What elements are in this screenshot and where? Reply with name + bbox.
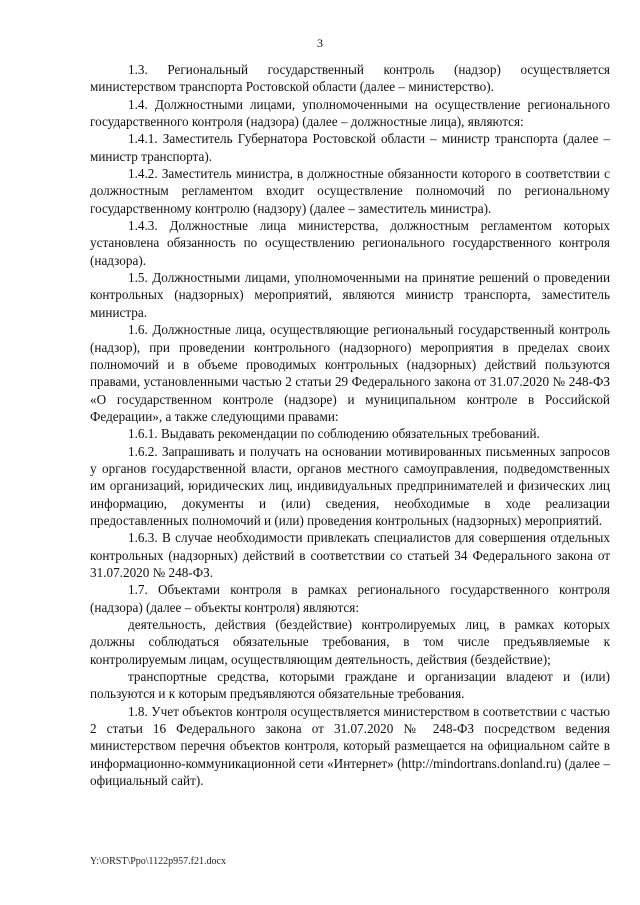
paragraph-1-4: 1.4. Должностными лицами, уполномоченными на осуществление регионального государственного контроля (надзора) (далее – должностные лица), являются:	[90, 96, 610, 130]
paragraph-1-3: 1.3. Региональный государственный контроль (надзор) осуществляется министерством транспорта Ростовской области (далее – министерство).	[90, 62, 610, 95]
paragraph-1-7: 1.7. Объектами контроля в рамках регионального государственного контроля (надзора) (далее – объекты контроля) являются:	[90, 582, 610, 615]
paragraph-1-7-activity: деятельность, действия (бездействие) контролируемых лиц, в рамках которых должны соблюдаться обязательные требования, в том числе предъявляемые к контролируемым лицам, осуществляющим деятельность, действия (бездействие);	[90, 617, 610, 667]
footer-file-path: Y:\ORST\Ppo\1122p957.f21.docx	[90, 856, 226, 867]
paragraph-1-4-1: 1.4.1. Заместитель Губернатора Ростовской области – министр транспорта (далее – министр транспорта).	[90, 131, 610, 164]
document-body	[90, 61, 610, 789]
paragraph-1-5: 1.5. Должностными лицами, уполномоченными на принятие решений о проведении контрольных (надзорных) мероприятий, являются министр транспорта, заместитель министра.	[90, 270, 610, 320]
paragraph-1-6-1: 1.6.1. Выдавать рекомендации по соблюдению обязательных требований.	[128, 426, 540, 442]
paragraph-1-4-3: 1.4.3. Должностные лица министерства, должностным регламентом которых установлена обязанность по осуществлению регионального государственного контроля (надзора).	[90, 218, 610, 268]
paragraph-1-6-3: 1.6.3. В случае необходимости привлекать специалистов для совершения отдельных контрольных (надзорных) действий в соответствии со статьей 34 Федерального закона от 31.07.2020 № 248-ФЗ.	[90, 530, 610, 580]
paragraph-1-4-2: 1.4.2. Заместитель министра, в должностные обязанности которого в соответствии с должностным регламентом входит осуществление полномочий по региональному государственному контролю (надзору) (далее – заместитель министра).	[90, 166, 610, 216]
paragraph-1-6-2: 1.6.2. Запрашивать и получать на основании мотивированных письменных запросов у органов государственной власти, органов местного самоуправления, подведомственных им организаций, юридических лиц, индивидуальных предпринимателей и физических лиц информацию, документы и (или) сведения, необходимые в ходе реализации предоставленных полномочий и (или) проведения контрольных (надзорных) мероприятий.	[90, 443, 610, 528]
paragraph-1-8: 1.8. Учет объектов контроля осуществляется министерством в соответствии с частью 2 статьи 16 Федерального закона от 31.07.2020 № 248-ФЗ посредством ведения министерством перечня объектов контроля, который размещается на официальном сайте в информационно-коммуникационной сети «Интернет» (http://mindortrans.donland.ru) (далее – официальный сайт).	[90, 703, 610, 789]
page-number: 3	[317, 36, 323, 50]
paragraph-1-6: 1.6. Должностные лица, осуществляющие региональный государственный контроль (надзор), при проведении контрольного (надзорного) мероприятия в пределах своих полномочий и в объеме проводимых контрольных (надзорных) действий пользуются правами, установленными частью 2 статьи 29 Федерального закона от 31.07.2020 № 248-ФЗ «О государственном контроле (надзоре) и муниципальном контроле в Российской Федерации», а также следующими правами:	[90, 322, 610, 424]
paragraph-1-7-vehicles: транспортные средства, которыми граждане и организации владеют и (или) пользуются и к которым предъявляются обязательные требования.	[90, 669, 610, 702]
